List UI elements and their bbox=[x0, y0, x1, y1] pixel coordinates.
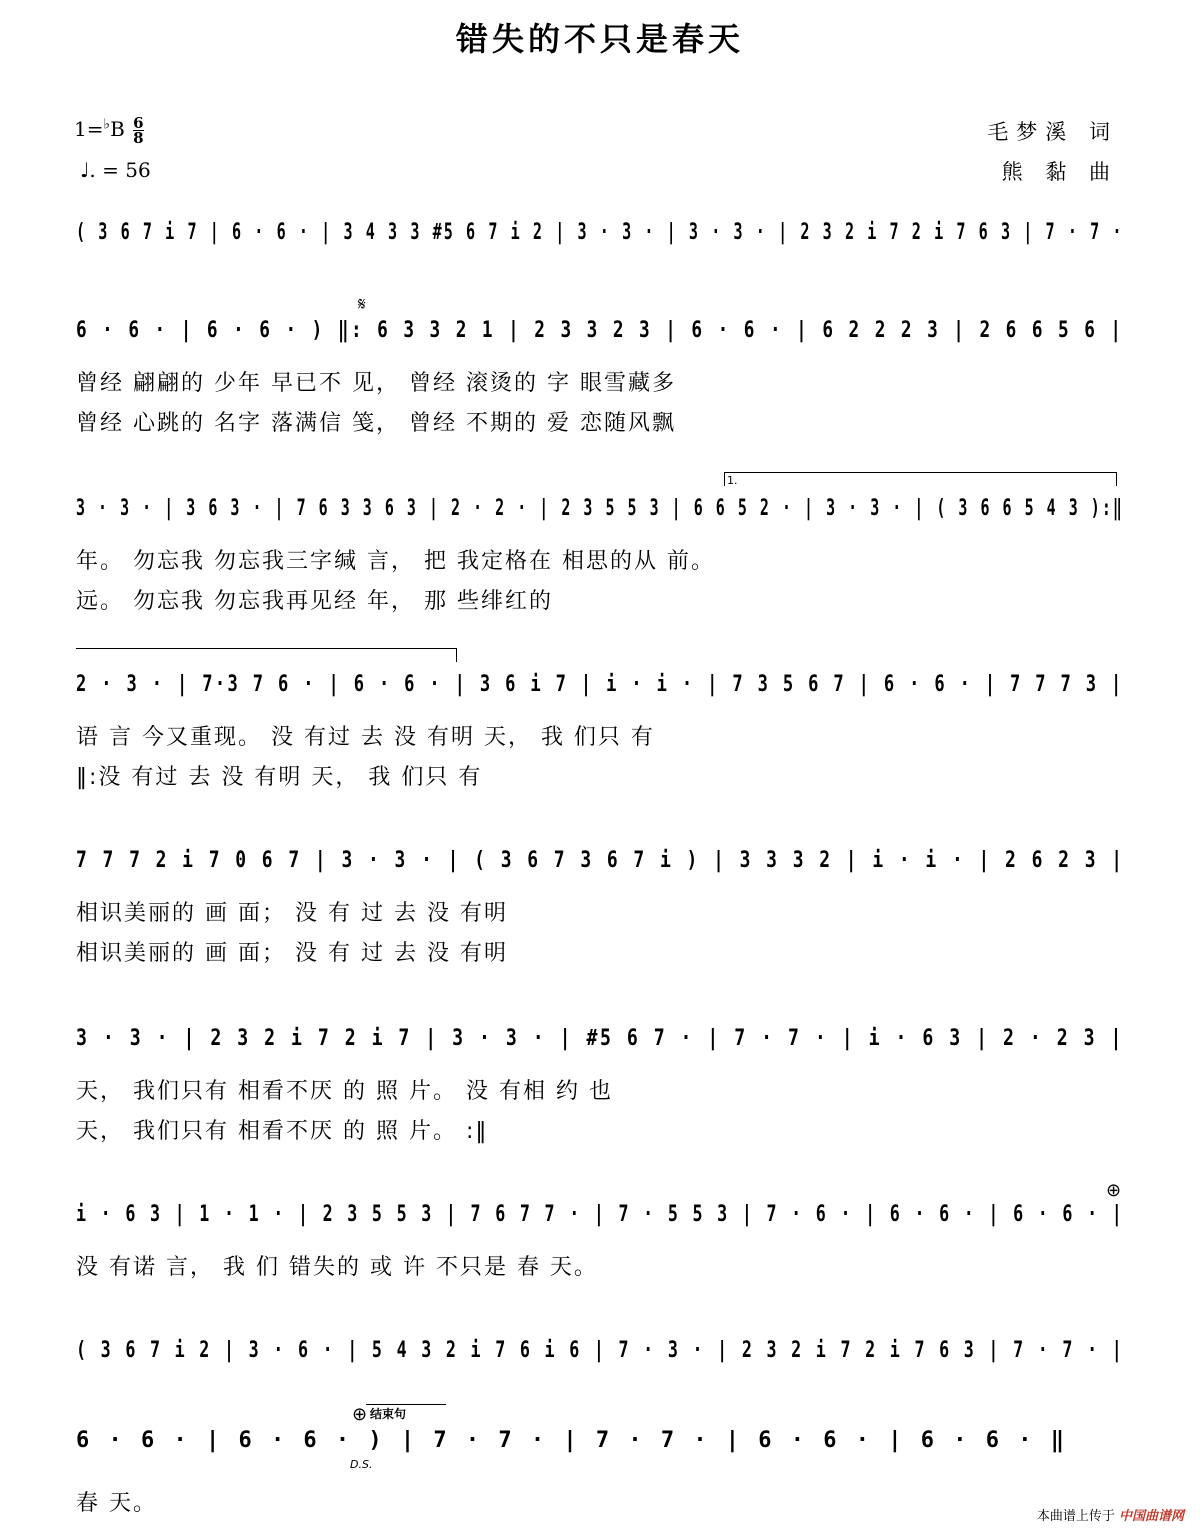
lyric-verse-2: ‖:没 有过 去 没 有明 天， 我 们只 有 bbox=[76, 765, 483, 790]
key-note: B bbox=[110, 117, 125, 141]
lyric-verse-2: 相识美丽的 画 面； 没 有 过 去 没 有明 bbox=[76, 941, 508, 966]
lyric-verse-1: 年。 勿忘我 勿忘我三字缄 言， 把 我定格在 相思的从 前。 bbox=[76, 549, 715, 574]
notation-line: i · 6 3 | 1 · 1 · | 2 3 5 5 3 | 7 6 7 7 · | 7 · 5 5 3 | 7 · 6 · | 6 · 6 · | 6 · 6 · | bbox=[76, 1202, 1125, 1227]
notation-line: ( 3 6 7 i 2 | 3 · 6 · | 5 4 3 2 i 7 6 i 6 | 7 · 3 · | 2 3 2 i 7 2 i 7 6 3 | 7 · 7 · | bbox=[76, 1338, 1125, 1363]
coda-icon: ⊕ bbox=[352, 1404, 368, 1425]
footer-watermark bbox=[1037, 1505, 1184, 1524]
lyric-verse-2: 曾经 心跳的 名字 落满信 笺， 曾经 不期的 爱 恋随风飘 bbox=[76, 411, 676, 436]
volta-label: 1. bbox=[727, 474, 738, 487]
ending-label: 结束句 bbox=[370, 1407, 407, 1421]
coda-icon: ⊕ bbox=[1106, 1180, 1122, 1201]
dotted-quarter-note-icon: ♩. bbox=[80, 158, 96, 182]
notation-line: 7 7 7 2 i 7 0 6 7 | 3 · 3 · | ( 3 6 7 3 6 7 i ) | 3 3 3 2 | i · i · | 2 6 2 3 | bbox=[76, 848, 1125, 873]
key-signature bbox=[74, 116, 144, 145]
lyric-verse-1: 天， 我们只有 相看不厌 的 照 片。 没 有相 约 也 bbox=[76, 1079, 613, 1104]
composer-credit: 熊 黏 曲 bbox=[1001, 160, 1118, 184]
lyric-verse-1: 相识美丽的 画 面； 没 有 过 去 没 有明 bbox=[76, 901, 508, 926]
ending-bracket bbox=[366, 1404, 446, 1405]
segno-icon: 𝄋 bbox=[358, 294, 366, 315]
lyricist-credit: 毛梦溪 词 bbox=[987, 120, 1118, 144]
notation-line: 6 · 6 · | 6 · 6 · ) ‖: 6 3 3 2 1 | 2 3 3 2 3 | 6 · 6 · | 6 2 2 2 3 | 2 6 6 5 6 | bbox=[76, 318, 1124, 343]
notation-line: 6 · 6 · | 6 · 6 · ) | 7 · 7 · | 7 · 7 · | 6 · 6 · | 6 · 6 · ‖ bbox=[76, 1428, 1067, 1453]
notation-line: ( 3 6 7 i 7 | 6 · 6 · | 3 4 3 3 #5 6 7 i 2 | 3 · 3 · | 3 · 3 · | 2 3 2 i 7 2 i 7 6 3 | 7 · 7 · bbox=[76, 220, 1124, 245]
footer-text: 本曲谱上传于 bbox=[1036, 1509, 1115, 1524]
lyric-verse-1: 语 言 今又重现。 没 有过 去 没 有明 天， 我 们只 有 bbox=[76, 725, 655, 750]
notation-line: 2 · 3 · | 7·3 7 6 · | 6 · 6 · | 3 6 i 7 | i · i · | 7 3 5 6 7 | 6 · 6 · | 7 7 7 3 | bbox=[76, 672, 1124, 697]
volta-bracket-end bbox=[456, 648, 457, 662]
tempo-value: = 56 bbox=[102, 158, 151, 182]
lyric-verse-1: 春 天。 bbox=[76, 1491, 157, 1516]
tempo-marking bbox=[80, 158, 151, 182]
ds-marking: D.S. bbox=[350, 1458, 373, 1471]
time-bottom: 8 bbox=[133, 129, 144, 147]
page-title: 错失的不只是春天 bbox=[455, 20, 744, 58]
notation-line: 3 · 3 · | 3 6 3 · | 7 6 3 3 6 3 | 2 · 2 · | 2 3 5 5 3 | 6 6 5 2 · | 3 · 3 · | ( 3 6 6 5 4 3 ):‖ bbox=[76, 496, 1124, 521]
lyric-verse-1: 曾经 翩翩的 少年 早已不 见， 曾经 滚烫的 字 眼雪藏多 bbox=[76, 371, 676, 396]
volta-bracket-end bbox=[1116, 472, 1117, 486]
flat-icon: ♭ bbox=[103, 116, 111, 133]
notation-line: 3 · 3 · | 2 3 2 i 7 2 i 7 | 3 · 3 · | #5 6 7 · | 7 · 7 · | i · 6 3 | 2 · 2 3 | bbox=[76, 1026, 1124, 1051]
volta-bracket-start bbox=[724, 472, 725, 486]
volta-bracket-continued bbox=[76, 648, 456, 649]
site-logo: 中国曲谱网 bbox=[1118, 1509, 1184, 1524]
time-top: 6 bbox=[133, 114, 144, 132]
lyric-verse-2: 远。 勿忘我 勿忘我再见经 年， 那 些绯红的 bbox=[76, 589, 553, 614]
time-signature bbox=[133, 116, 143, 145]
lyric-verse-2: 天， 我们只有 相看不厌 的 照 片。 :‖ bbox=[76, 1119, 489, 1144]
volta-bracket bbox=[724, 472, 1116, 473]
key-prefix: 1= bbox=[74, 117, 104, 141]
lyric-verse-1: 没 有诺 言， 我 们 错失的 或 许 不只是 春 天。 bbox=[76, 1255, 598, 1280]
